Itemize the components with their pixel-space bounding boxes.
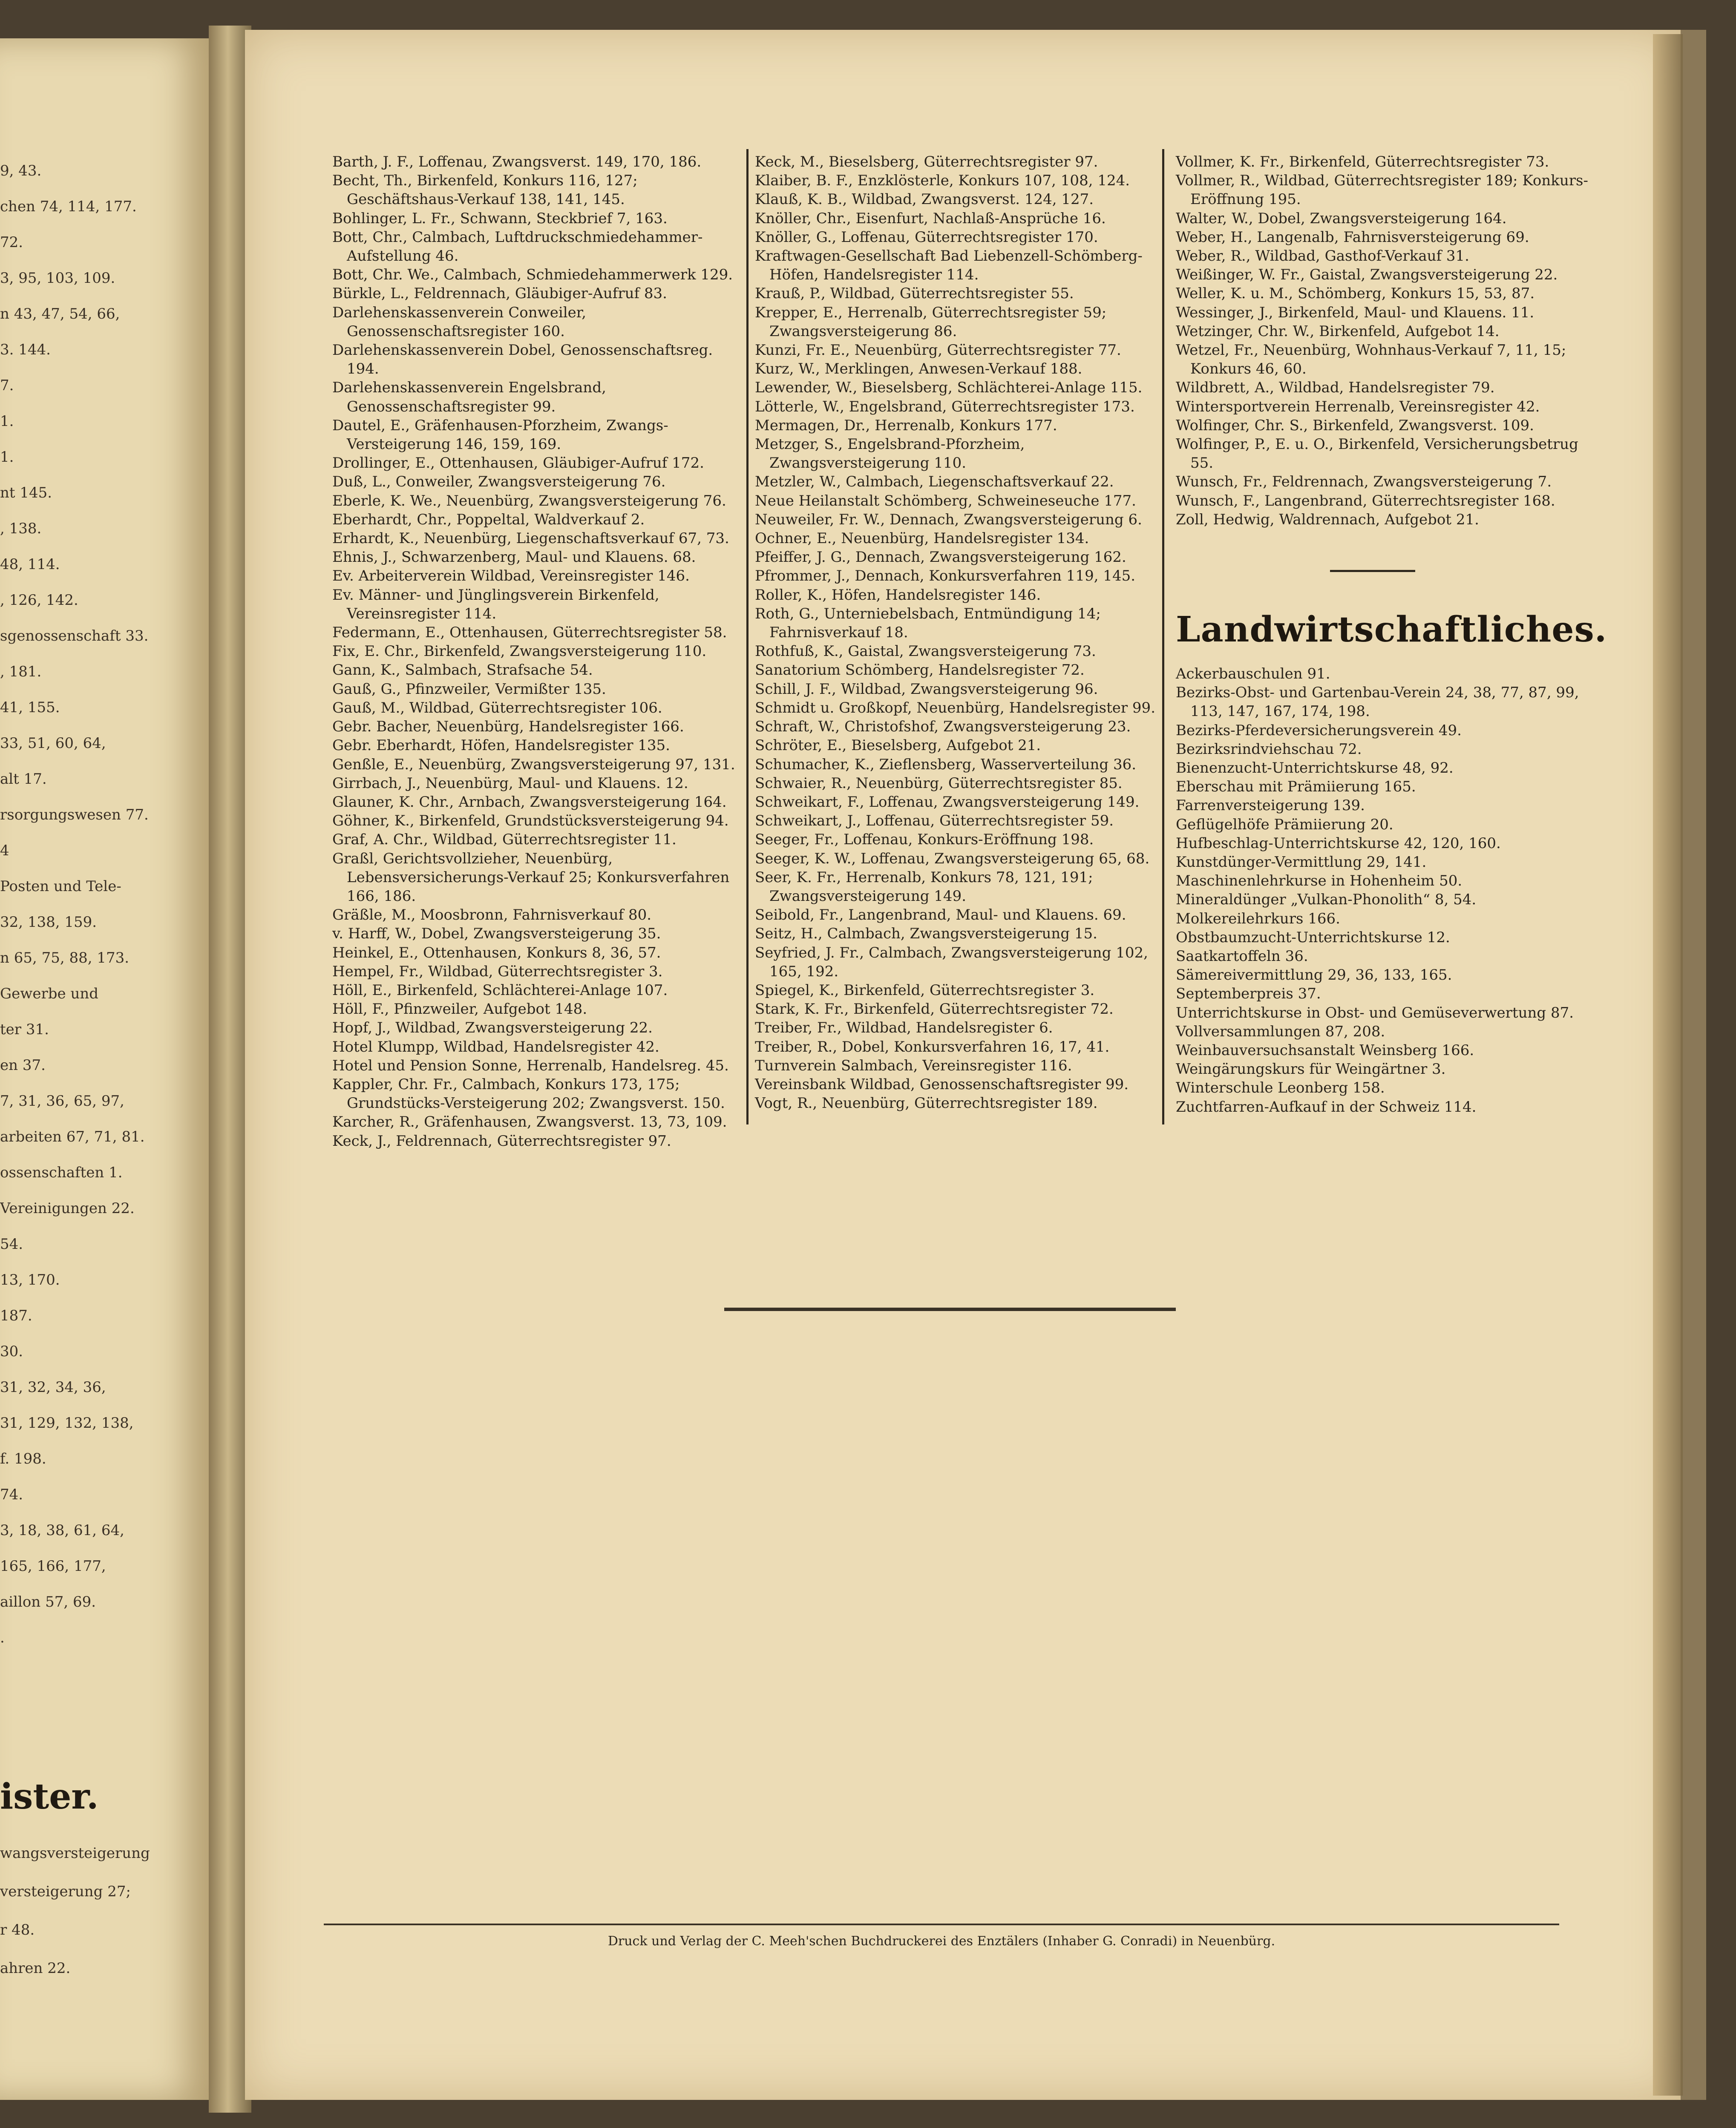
register-entry: Girrbach, J., Neuenbürg, Maul- und Klauens. 12.	[332, 774, 688, 792]
register-entry: Kappler, Chr. Fr., Calmbach, Konkurs 173, 175; Grundstücks-Versteigerung 202; Zwangsverst. 150.	[332, 1076, 725, 1112]
left-page-line: chen 74, 114, 177.	[0, 198, 137, 215]
register-entry: Darlehenskassenverein Dobel, Genossenschaftsreg. 194.	[332, 342, 713, 378]
left-page-line: 32, 138, 159.	[0, 914, 97, 931]
register-entry: Lewender, W., Bieselsberg, Schlächterei-Anlage 115.	[755, 379, 1143, 397]
left-page-line: 74.	[0, 1486, 23, 1503]
register-entry: Spiegel, K., Birkenfeld, Güterrechtsregister 3.	[755, 981, 1095, 999]
register-entry: Sanatorium Schömberg, Handelsregister 72.	[755, 661, 1085, 679]
left-page-line: 3, 95, 103, 109.	[0, 270, 115, 287]
register-column-3	[1176, 152, 1589, 529]
left-page-line: , 126, 142.	[0, 592, 78, 609]
register-entry: Duß, L., Conweiler, Zwangsversteigerung 76.	[332, 473, 666, 491]
register-entry: Schmidt u. Großkopf, Neuenbürg, Handelsregister 99.	[755, 699, 1155, 716]
register-entry: Vollmer, R., Wildbad, Güterrechtsregister 189; Konkurs-Eröffnung 195.	[1176, 172, 1588, 208]
left-page-line: ossenschaften 1.	[0, 1164, 123, 1181]
agriculture-entry: Hufbeschlag-Unterrichtskurse 42, 120, 160.	[1176, 834, 1501, 852]
register-entry: Hempel, Fr., Wildbad, Güterrechtsregister 3.	[332, 963, 663, 980]
register-entry: Seibold, Fr., Langenbrand, Maul- und Klauens. 69.	[755, 906, 1126, 924]
register-entry: Schill, J. F., Wildbad, Zwangsversteigerung 96.	[755, 680, 1098, 698]
agriculture-entry: Sämereivermittlung 29, 36, 133, 165.	[1176, 966, 1452, 984]
register-entry: Höll, F., Pfinzweiler, Aufgebot 148.	[332, 1001, 587, 1018]
left-page-line: 9, 43.	[0, 162, 42, 179]
register-entry: Treiber, Fr., Wildbad, Handelsregister 6.	[755, 1019, 1053, 1037]
section-entries	[1176, 664, 1589, 1116]
register-entry: Seeger, Fr., Loffenau, Konkurs-Eröffnung 198.	[755, 831, 1094, 848]
register-entry: Hotel und Pension Sonne, Herrenalb, Handelsreg. 45.	[332, 1057, 729, 1074]
register-entry: Höll, E., Birkenfeld, Schlächterei-Anlage 107.	[332, 981, 668, 999]
register-entry: Weber, R., Wildbad, Gasthof-Verkauf 31.	[1176, 247, 1469, 265]
register-entry: Klauß, K. B., Wildbad, Zwangsverst. 124, 127.	[755, 191, 1094, 208]
register-entry: Graßl, Gerichtsvollzieher, Neuenbürg, Lebensversicherungs-Verkauf 25; Konkursverfahren 166, 186.	[332, 850, 730, 905]
register-entry: Schweikart, J., Loffenau, Güterrechtsregister 59.	[755, 812, 1114, 830]
left-page-line: 13, 170.	[0, 1271, 60, 1288]
register-entry: Bohlinger, L. Fr., Schwann, Steckbrief 7, 163.	[332, 210, 668, 227]
left-page-line: 41, 155.	[0, 699, 60, 716]
register-entry: Becht, Th., Birkenfeld, Konkurs 116, 127; Geschäftshaus-Verkauf 138, 141, 145.	[332, 172, 638, 208]
register-entry: Treiber, R., Dobel, Konkursverfahren 16, 17, 41.	[755, 1038, 1110, 1055]
register-entry: Metzler, W., Calmbach, Liegenschaftsverkauf 22.	[755, 473, 1114, 491]
left-page-tail	[0, 1844, 204, 2023]
left-page-line: versteigerung 27;	[0, 1883, 131, 1900]
register-entry: Bürkle, L., Feldrennach, Gläubiger-Aufruf 83.	[332, 285, 667, 302]
section-separator	[1330, 570, 1415, 572]
left-page-line: 31, 32, 34, 36,	[0, 1379, 106, 1396]
left-page-text	[0, 162, 204, 1690]
register-entry: Knöller, Chr., Eisenfurt, Nachlaß-Ansprüche 16.	[755, 210, 1106, 227]
register-entry: Roller, K., Höfen, Handelsregister 146.	[755, 586, 1041, 604]
left-page-line: aillon 57, 69.	[0, 1593, 96, 1610]
register-entry: Wolfinger, P., E. u. O., Birkenfeld, Versicherungsbetrug 55.	[1176, 436, 1578, 472]
register-entry: Klaiber, B. F., Enzklösterle, Konkurs 107, 108, 124.	[755, 172, 1130, 190]
agriculture-entry: Septemberpreis 37.	[1176, 985, 1321, 1003]
left-page-line: 1.	[0, 413, 14, 430]
left-page-line: 72.	[0, 234, 23, 251]
left-page-line: r 48.	[0, 1921, 35, 1938]
left-page-line: alt 17.	[0, 771, 47, 788]
left-page-line: 187.	[0, 1307, 32, 1324]
agriculture-entry: Bezirks-Obst- und Gartenbau-Verein 24, 38, 77, 87, 99, 113, 147, 167, 174, 198.	[1176, 684, 1579, 720]
page-edge	[1653, 34, 1683, 2096]
agriculture-entry: Ackerbauschulen 91.	[1176, 665, 1330, 682]
register-entry: Turnverein Salmbach, Vereinsregister 116.	[755, 1057, 1072, 1074]
register-entry: Rothfuß, K., Gaistal, Zwangsversteigerung 73.	[755, 643, 1096, 660]
register-entry: Zoll, Hedwig, Waldrennach, Aufgebot 21.	[1176, 511, 1479, 528]
left-page-line: 54.	[0, 1236, 23, 1253]
register-entry: Ehnis, J., Schwarzenberg, Maul- und Klauens. 68.	[332, 549, 696, 566]
agriculture-entry: Vollversammlungen 87, 208.	[1176, 1023, 1385, 1040]
agriculture-entry: Molkereilehrkurs 166.	[1176, 910, 1340, 927]
agriculture-entry: Maschinenlehrkurse in Hohenheim 50.	[1176, 872, 1463, 890]
register-entry: Heinkel, E., Ottenhausen, Konkurs 8, 36, 57.	[332, 944, 661, 961]
register-entry: Eberle, K. We., Neuenbürg, Zwangsversteigerung 76.	[332, 492, 726, 509]
left-page-line: Posten und Tele-	[0, 878, 121, 895]
agriculture-entry: Weingärungskurs für Weingärtner 3.	[1176, 1061, 1446, 1078]
register-entry: Wolfinger, Chr. S., Birkenfeld, Zwangsverst. 109.	[1176, 417, 1534, 434]
agriculture-entry: Bienenzucht-Unterrichtskurse 48, 92.	[1176, 759, 1454, 777]
agriculture-entry: Weinbauversuchsanstalt Weinsberg 166.	[1176, 1042, 1474, 1059]
register-entry: Hopf, J., Wildbad, Zwangsversteigerung 22.	[332, 1019, 653, 1037]
register-entry: Metzger, S., Engelsbrand-Pforzheim, Zwangsversteigerung 110.	[755, 436, 1025, 472]
register-entry: v. Harff, W., Dobel, Zwangsversteigerung 35.	[332, 925, 661, 943]
left-page-line: 165, 166, 177,	[0, 1558, 106, 1575]
footer-rule	[324, 1924, 1559, 1925]
register-entry: Schweikart, F., Loffenau, Zwangsversteigerung 149.	[755, 793, 1140, 811]
register-entry: Göhner, K., Birkenfeld, Grundstücksversteigerung 94.	[332, 812, 729, 830]
register-entry: Seeger, K. W., Loffenau, Zwangsversteigerung 65, 68.	[755, 850, 1150, 867]
left-page-line: 7.	[0, 377, 14, 394]
register-entry: Darlehenskassenverein Engelsbrand, Genossenschaftsregister 99.	[332, 379, 606, 415]
left-page-line: Gewerbe und	[0, 985, 99, 1002]
register-entry: Weißinger, W. Fr., Gaistal, Zwangsversteigerung 22.	[1176, 266, 1558, 284]
agriculture-entry: Bezirks-Pferdeversicherungsverein 49.	[1176, 722, 1462, 739]
printer-imprint: Druck und Verlag der C. Meeh'schen Buchdruckerei des Enztälers (Inhaber G. Conradi) in Neuenbürg.	[607, 1934, 1275, 1949]
left-page-line: 48, 114.	[0, 556, 60, 573]
left-page-line: f. 198.	[0, 1450, 46, 1467]
register-entry: Weller, K. u. M., Schömberg, Konkurs 15, 53, 87.	[1176, 285, 1535, 302]
left-page-line: ter 31.	[0, 1021, 49, 1038]
left-page-line: 7, 31, 36, 65, 97,	[0, 1093, 124, 1110]
register-entry: Wintersportverein Herrenalb, Vereinsregister 42.	[1176, 398, 1540, 415]
register-entry: Ev. Männer- und Jünglingsverein Birkenfeld, Vereinsregister 114.	[332, 586, 659, 622]
agriculture-entry: Geflügelhöfe Prämiierung 20.	[1176, 816, 1393, 833]
register-entry: Lötterle, W., Engelsbrand, Güterrechtsregister 173.	[755, 398, 1135, 415]
left-page-line: arbeiten 67, 71, 81.	[0, 1128, 145, 1145]
register-entry: Federmann, E., Ottenhausen, Güterrechtsregister 58.	[332, 624, 727, 641]
register-entry: Ev. Arbeiterverein Wildbad, Vereinsregister 146.	[332, 567, 690, 585]
left-page-line: 31, 129, 132, 138,	[0, 1415, 134, 1432]
register-entry: Drollinger, E., Ottenhausen, Gläubiger-Aufruf 172.	[332, 454, 704, 472]
register-entry: Wetzinger, Chr. W., Birkenfeld, Aufgebot 14.	[1176, 322, 1500, 340]
register-entry: Ochner, E., Neuenbürg, Handelsregister 134.	[755, 530, 1089, 547]
register-entry: Walter, W., Dobel, Zwangsversteigerung 164.	[1176, 210, 1507, 227]
register-entry: Graf, A. Chr., Wildbad, Güterrechtsregister 11.	[332, 831, 677, 848]
left-page-line: Vereinigungen 22.	[0, 1200, 135, 1217]
register-entry: Keck, J., Feldrennach, Güterrechtsregister 97.	[332, 1132, 671, 1150]
register-entry: Seitz, H., Calmbach, Zwangsversteigerung 15.	[755, 925, 1097, 943]
register-entry: Genßle, E., Neuenbürg, Zwangsversteigerung 97, 131.	[332, 756, 735, 773]
register-entry: Glauner, K. Chr., Arnbach, Zwangsversteigerung 164.	[332, 793, 727, 811]
register-entry: Kraftwagen-Gesellschaft Bad Liebenzell-Schömberg-Höfen, Handelsregister 114.	[755, 247, 1143, 284]
left-page-line: nt 145.	[0, 484, 52, 501]
register-entry: Wetzel, Fr., Neuenbürg, Wohnhaus-Verkauf 7, 11, 15; Konkurs 46, 60.	[1176, 342, 1566, 378]
agriculture-entry: Mineraldünger „Vulkan-Phonolith“ 8, 54.	[1176, 891, 1477, 909]
left-page-line: 33, 51, 60, 64,	[0, 735, 106, 752]
left-page-line: rsorgungswesen 77.	[0, 806, 149, 823]
left-page-line: 4	[0, 842, 9, 859]
left-page-line: sgenossenschaft 33.	[0, 627, 149, 644]
register-entry: Schumacher, K., Zieflensberg, Wasserverteilung 36.	[755, 756, 1137, 773]
register-entry: Pfeiffer, J. G., Dennach, Zwangsversteigerung 162.	[755, 549, 1126, 566]
register-entry: Bott, Chr. We., Calmbach, Schmiedehammerwerk 129.	[332, 266, 733, 284]
register-entry: Seer, K. Fr., Herrenalb, Konkurs 78, 121, 191; Zwangsversteigerung 149.	[755, 868, 1093, 905]
register-entry: Hotel Klumpp, Wildbad, Handelsregister 42.	[332, 1038, 659, 1055]
column-divider-2	[1162, 149, 1164, 1124]
left-page-line: 3. 144.	[0, 341, 51, 358]
left-page-line: , 181.	[0, 663, 42, 680]
left-page-line: ahren 22.	[0, 1960, 71, 1977]
register-entry: Neue Heilanstalt Schömberg, Schweineseuche 177.	[755, 492, 1136, 509]
left-page-line: n 43, 47, 54, 66,	[0, 305, 120, 322]
left-page-line: 3, 18, 38, 61, 64,	[0, 1522, 124, 1539]
register-entry: Erhardt, K., Neuenbürg, Liegenschaftsverkauf 67, 73.	[332, 530, 729, 547]
register-entry: Schraft, W., Christofshof, Zwangsversteigerung 23.	[755, 718, 1131, 736]
agriculture-entry: Obstbaumzucht-Unterrichtskurse 12.	[1176, 929, 1450, 946]
register-column-1	[332, 152, 746, 1150]
register-entry: Barth, J. F., Loffenau, Zwangsverst. 149, 170, 186.	[332, 153, 702, 170]
register-entry: Wildbrett, A., Wildbad, Handelsregister 79.	[1176, 379, 1495, 397]
register-entry: Gebr. Bacher, Neuenbürg, Handelsregister 166.	[332, 718, 684, 736]
agriculture-entry: Bezirksrindviehschau 72.	[1176, 740, 1362, 758]
agriculture-entry: Farrenversteigerung 139.	[1176, 797, 1365, 814]
register-entry: Knöller, G., Loffenau, Güterrechtsregister 170.	[755, 228, 1098, 246]
register-entry: Gräßle, M., Moosbronn, Fahrnisverkauf 80.	[332, 906, 652, 924]
register-entry: Neuweiler, Fr. W., Dennach, Zwangsversteigerung 6.	[755, 511, 1142, 528]
register-entry: Seyfried, J. Fr., Calmbach, Zwangsversteigerung 102, 165, 192.	[755, 944, 1148, 980]
left-page-line: en 37.	[0, 1057, 46, 1074]
register-entry: Vogt, R., Neuenbürg, Güterrechtsregister 189.	[755, 1095, 1098, 1112]
section-title: Landwirtschaftliches.	[1176, 609, 1607, 650]
agriculture-entry: Winterschule Leonberg 158.	[1176, 1079, 1385, 1097]
left-page-heading: ister.	[0, 1776, 99, 1817]
left-page-line: , 138.	[0, 520, 42, 537]
register-entry: Wessinger, J., Birkenfeld, Maul- und Klauens. 11.	[1176, 304, 1534, 321]
register-entry: Gauß, G., Pfinzweiler, Vermißter 135.	[332, 680, 606, 698]
agriculture-entry: Eberschau mit Prämiierung 165.	[1176, 778, 1416, 796]
left-page-line: 1.	[0, 449, 14, 466]
column-divider-1	[746, 149, 749, 1124]
left-page-line: wangsversteigerung	[0, 1845, 150, 1862]
register-entry: Karcher, R., Gräfenhausen, Zwangsverst. 13, 73, 109.	[332, 1113, 727, 1131]
register-entry: Eberhardt, Chr., Poppeltal, Waldverkauf 2.	[332, 511, 645, 528]
register-entry: Vollmer, K. Fr., Birkenfeld, Güterrechtsregister 73.	[1176, 153, 1549, 170]
register-entry: Keck, M., Bieselsberg, Güterrechtsregister 97.	[755, 153, 1098, 170]
left-page-line: n 65, 75, 88, 173.	[0, 949, 130, 966]
register-entry: Weber, H., Langenalb, Fahrnisversteigerung 69.	[1176, 228, 1529, 246]
register-entry: Schwaier, R., Neuenbürg, Güterrechtsregister 85.	[755, 774, 1123, 792]
register-entry: Mermagen, Dr., Herrenalb, Konkurs 177.	[755, 417, 1057, 434]
register-entry: Wunsch, F., Langenbrand, Güterrechtsregister 168.	[1176, 492, 1555, 509]
register-entry: Kurz, W., Merklingen, Anwesen-Verkauf 188.	[755, 360, 1082, 378]
register-entry: Dautel, E., Gräfenhausen-Pforzheim, Zwangs-Versteigerung 146, 159, 169.	[332, 417, 668, 453]
end-rule	[724, 1308, 1176, 1311]
agriculture-entry: Saatkartoffeln 36.	[1176, 948, 1308, 965]
register-entry: Roth, G., Unterniebelsbach, Entmündigung 14; Fahrnisverkauf 18.	[755, 605, 1101, 641]
register-entry: Darlehenskassenverein Conweiler, Genossenschaftsregister 160.	[332, 304, 587, 340]
register-entry: Fix, E. Chr., Birkenfeld, Zwangsversteigerung 110.	[332, 643, 707, 660]
agriculture-entry: Kunstdünger-Vermittlung 29, 141.	[1176, 854, 1427, 871]
register-entry: Vereinsbank Wildbad, Genossenschaftsregister 99.	[755, 1076, 1129, 1093]
register-entry: Gebr. Eberhardt, Höfen, Handelsregister 135.	[332, 737, 670, 754]
register-entry: Bott, Chr., Calmbach, Luftdruckschmiedehammer-Aufstellung 46.	[332, 228, 703, 265]
register-entry: Wunsch, Fr., Feldrennach, Zwangsversteigerung 7.	[1176, 473, 1552, 491]
left-page-line: .	[0, 1629, 5, 1646]
agriculture-entry: Unterrichtskurse in Obst- und Gemüseverwertung 87.	[1176, 1004, 1574, 1021]
register-entry: Gauß, M., Wildbad, Güterrechtsregister 106.	[332, 699, 662, 716]
register-column-2	[755, 152, 1168, 1113]
register-entry: Krauß, P., Wildbad, Güterrechtsregister 55.	[755, 285, 1074, 302]
register-entry: Stark, K. Fr., Birkenfeld, Güterrechtsregister 72.	[755, 1001, 1114, 1018]
left-page-line: 30.	[0, 1343, 23, 1360]
register-entry: Pfrommer, J., Dennach, Konkursverfahren 119, 145.	[755, 567, 1136, 585]
agriculture-entry: Zuchtfarren-Aufkauf in der Schweiz 114.	[1176, 1098, 1477, 1116]
register-entry: Krepper, E., Herrenalb, Güterrechtsregister 59; Zwangsversteigerung 86.	[755, 304, 1107, 340]
register-entry: Kunzi, Fr. E., Neuenbürg, Güterrechtsregister 77.	[755, 342, 1121, 359]
register-entry: Schröter, E., Bieselsberg, Aufgebot 21.	[755, 737, 1041, 754]
register-entry: Gann, K., Salmbach, Strafsache 54.	[332, 661, 593, 679]
